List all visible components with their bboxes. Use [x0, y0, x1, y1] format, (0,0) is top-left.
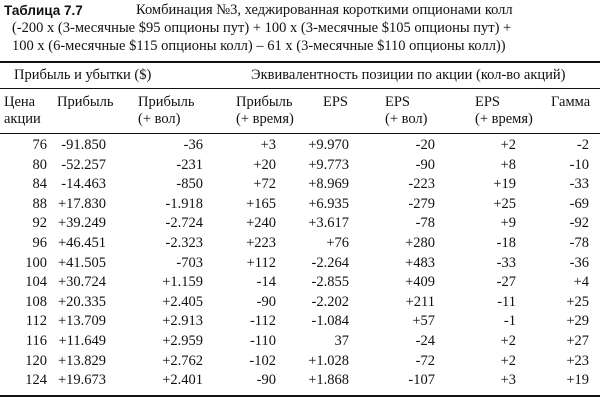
table-cell: -72 [415, 352, 435, 369]
table-cell: -1.084 [311, 313, 349, 330]
caption-line-2: (-200 х (3-месячные $95 опционы пут) + 100 х (3-месячные $105 опционы пут) + [12, 20, 512, 36]
table-cell: -1.918 [165, 195, 203, 212]
column-header-eps: EPS [323, 94, 348, 110]
table-cell: +2.405 [162, 293, 203, 310]
table-cell: -2.323 [165, 235, 203, 251]
table-cell: +17.830 [57, 195, 106, 212]
table-cell: 104 [25, 274, 47, 291]
table-cell: -24 [415, 333, 435, 349]
table-cell: +9.970 [308, 137, 349, 153]
table-cell: +25 [566, 293, 589, 310]
table-cell: -112 [249, 313, 276, 330]
table-cell: +2.401 [162, 372, 203, 389]
table-cell: -18 [496, 235, 516, 251]
table-cell: +20.335 [57, 293, 106, 310]
table-cell: +57 [412, 313, 435, 330]
table-cell: 76 [32, 137, 47, 153]
table-cell: +9 [500, 215, 516, 232]
table-cell: -1 [503, 313, 516, 330]
group-header-equivalence: Эквивалентность позиции по акции (кол-во акций) [251, 67, 566, 83]
table-cell: +165 [246, 195, 276, 212]
table-cell: +2 [500, 352, 516, 369]
table-cell: +3 [500, 372, 516, 389]
table-cell: +409 [405, 274, 435, 291]
table-cell: +13.829 [57, 352, 106, 369]
table-cell: 108 [25, 293, 47, 310]
table-cell: +280 [405, 235, 435, 251]
table-cell: -36 [183, 137, 203, 153]
table-cell: -33 [569, 176, 589, 193]
table-cell: -36 [569, 254, 589, 271]
table-cell: -14.463 [61, 176, 106, 193]
table-cell: -20 [415, 137, 435, 153]
table-cell: -231 [176, 156, 203, 173]
table-cell: +72 [253, 176, 276, 193]
table-cell: +4 [573, 274, 589, 291]
table-cell: +39.249 [57, 215, 106, 232]
table-cell: +27 [566, 333, 589, 349]
table-cell: -107 [408, 372, 435, 389]
table-cell: -110 [249, 333, 276, 349]
table-cell: -90 [256, 372, 276, 389]
table-cell: +25 [493, 195, 516, 212]
table-cell: +11.649 [58, 333, 106, 349]
table-cell: -11 [497, 293, 516, 310]
table-cell: -10 [569, 156, 589, 173]
table-cell: -33 [496, 254, 516, 271]
table-cell: -52.257 [61, 156, 106, 173]
table-cell: +112 [246, 254, 276, 271]
table-cell: -27 [496, 274, 516, 291]
table-cell: +483 [405, 254, 435, 271]
table-cell: 80 [32, 156, 47, 173]
table-cell: +19 [493, 176, 516, 193]
table-cell: +20 [253, 156, 276, 173]
header-rule [0, 133, 600, 134]
table-cell: 116 [25, 333, 47, 349]
table-cell: +3 [260, 137, 276, 153]
table-cell: -279 [408, 195, 435, 212]
table-cell: -2.724 [165, 215, 203, 232]
column-header-eps-vol: EPS (+ вол) [385, 94, 428, 127]
caption-line-3: 100 х (6-месячные $115 опционы колл) – 61 х (3-месячные $110 опционы колл)) [12, 38, 506, 54]
table-number: Таблица 7.7 [4, 3, 83, 18]
table-cell: 100 [25, 254, 47, 271]
table-cell: -90 [415, 156, 435, 173]
table-cell: +2.959 [162, 333, 203, 349]
table-cell: +240 [246, 215, 276, 232]
table-cell: +2 [500, 137, 516, 153]
table-cell: 88 [32, 195, 47, 212]
column-header-profit-vol: Прибыль (+ вол) [138, 94, 195, 127]
table-cell: +23 [566, 352, 589, 369]
table-cell: -91.850 [61, 137, 106, 153]
table-cell: +9.773 [308, 156, 349, 173]
column-header-profit: Прибыль [57, 94, 114, 110]
table-cell: +13.709 [57, 313, 106, 330]
column-header-gamma: Гамма [551, 94, 591, 110]
group-header-pnl: Прибыль и убытки ($) [14, 67, 152, 83]
column-header-profit-time: Прибыль (+ время) [236, 94, 294, 127]
table-cell: +2 [500, 333, 516, 349]
caption-line-1: Комбинация №3, хеджированная короткими опционами колл [136, 2, 513, 18]
table-cell: 92 [32, 215, 47, 232]
table-cell: +2.762 [162, 352, 203, 369]
table-cell: +1.028 [308, 352, 349, 369]
table-cell: +3.617 [308, 215, 349, 232]
table-cell: 112 [25, 313, 47, 330]
table-cell: +1.868 [308, 372, 349, 389]
table-cell: +8 [500, 156, 516, 173]
table-cell: -2.264 [311, 254, 349, 271]
table-cell: -850 [176, 176, 203, 193]
table-cell: +76 [326, 235, 349, 251]
table-cell: -90 [256, 293, 276, 310]
table-cell: -69 [569, 195, 589, 212]
table-cell: +8.969 [308, 176, 349, 193]
table-cell: -92 [569, 215, 589, 232]
table-cell: +19.673 [57, 372, 106, 389]
table-cell: 37 [334, 333, 349, 349]
table-cell: +46.451 [57, 235, 106, 251]
top-rule [0, 61, 600, 63]
table-cell: 120 [25, 352, 47, 369]
column-header-eps-time: EPS (+ время) [475, 94, 533, 127]
table-cell: +6.935 [308, 195, 349, 212]
table-cell: +19 [566, 372, 589, 389]
table-cell: -14 [256, 274, 276, 291]
table-cell: +41.505 [57, 254, 106, 271]
group-rule [0, 88, 600, 89]
table-cell: +1.159 [162, 274, 203, 291]
table-cell: +211 [405, 293, 435, 310]
table-cell: +2.913 [162, 313, 203, 330]
table-cell: -223 [408, 176, 435, 193]
table-cell: 84 [32, 176, 47, 193]
table-cell: -102 [249, 352, 276, 369]
column-header-price: Цена акции [4, 94, 41, 127]
table-cell: +29 [566, 313, 589, 330]
table-cell: 96 [32, 235, 47, 251]
bottom-rule [0, 395, 600, 397]
table-cell: +30.724 [57, 274, 106, 291]
table-cell: -2 [576, 137, 589, 153]
table-cell: -2.202 [311, 293, 349, 310]
table-cell: -78 [569, 235, 589, 251]
table-cell: -2.855 [311, 274, 349, 291]
table-cell: 124 [25, 372, 47, 389]
table-cell: -78 [415, 215, 435, 232]
table-cell: +223 [246, 235, 276, 251]
table-cell: -703 [176, 254, 203, 271]
